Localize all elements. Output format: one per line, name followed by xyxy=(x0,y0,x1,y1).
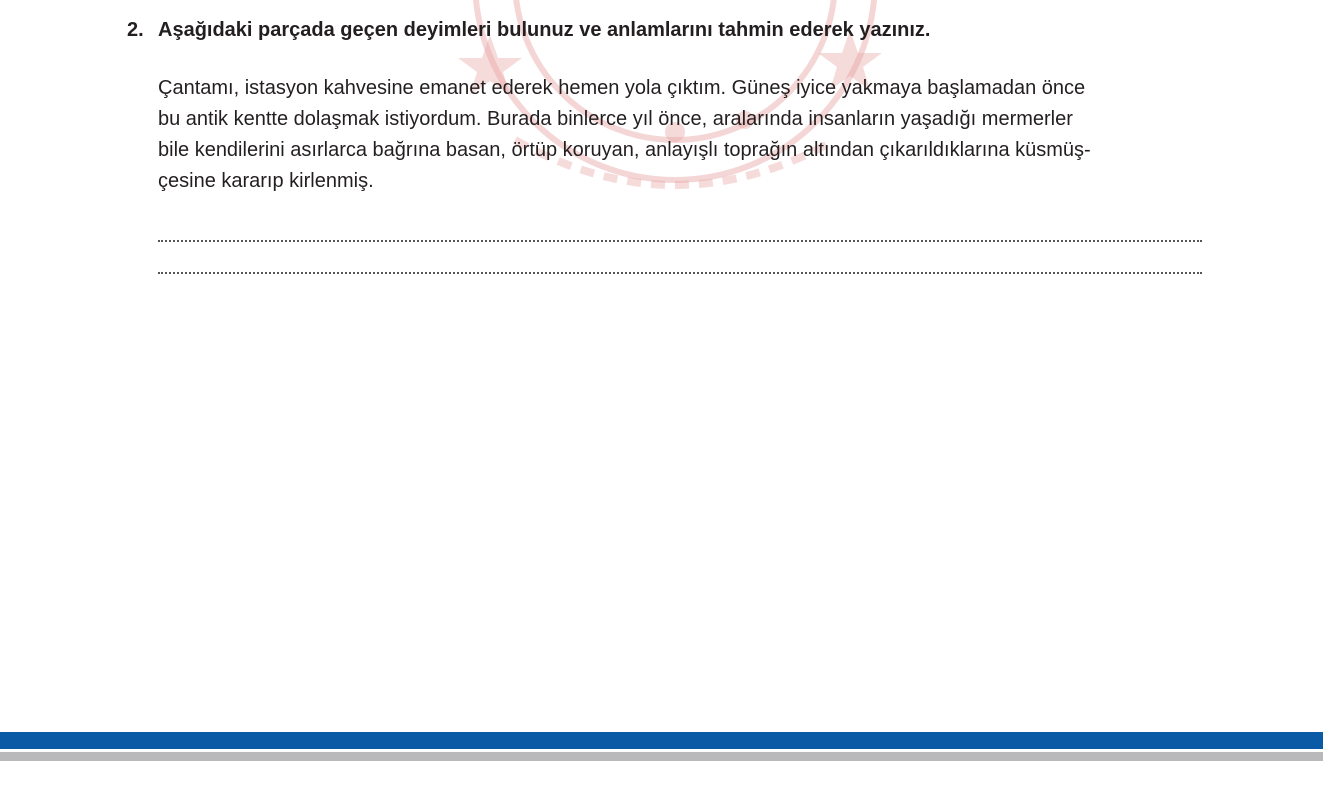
footer-gray-bar xyxy=(0,752,1323,761)
passage-line: çesine kararıp kirlenmiş. xyxy=(158,170,374,192)
question-heading xyxy=(127,18,1207,42)
reading-passage xyxy=(158,73,1208,197)
passage-line: Çantamı, istasyon kahvesine emanet ederek hemen yola çıktım. Güneş iyice yakmaya başlamadan önce xyxy=(158,77,1086,99)
passage-line: bu antik kentte dolaşmak istiyordum. Burada binlerce yıl önce, aralarında insanların yaşadığı mermerler xyxy=(158,108,1073,130)
passage-line: bile kendilerini asırlarca bağrına basan, örtüp koruyan, anlayışlı toprağın altından çıkarıldıklarına küsmüş- xyxy=(158,139,1091,161)
answer-area[interactable] xyxy=(158,212,1202,276)
answer-dotted-line[interactable] xyxy=(158,212,1202,242)
question-number: 2. xyxy=(127,19,144,41)
footer-blue-bar xyxy=(0,732,1323,749)
answer-dotted-line[interactable] xyxy=(158,244,1202,274)
question-text: Aşağıdaki parçada geçen deyimleri bulunuz ve anlamlarını tahmin ederek yazınız. xyxy=(158,19,931,41)
